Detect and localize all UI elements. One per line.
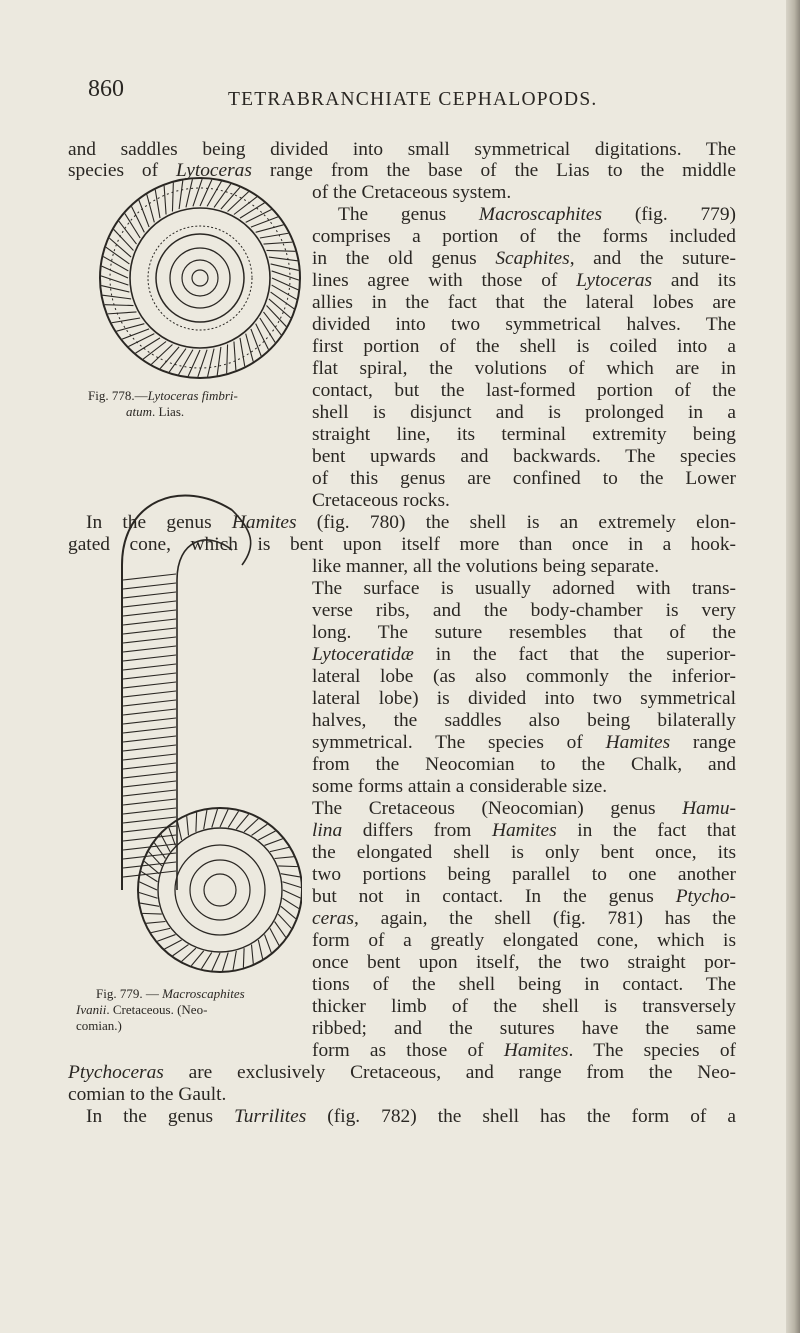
figure-778-lytoceras-illustration <box>88 170 308 385</box>
text-line: of this genus are confined to the Lower <box>312 468 736 489</box>
rib-line <box>123 682 176 688</box>
figure-779-caption-line-2: Ivanii. Cretaceous. (Neo- <box>76 1002 208 1017</box>
text-line: some forms attain a considerable size. <box>312 776 608 797</box>
rib-line <box>112 318 140 323</box>
rib-line <box>123 781 176 787</box>
rib-line <box>240 338 245 366</box>
rib-line <box>123 763 176 769</box>
rib-line <box>157 935 175 942</box>
rib-line <box>123 709 176 715</box>
rib-line <box>123 799 176 805</box>
rib-line <box>151 345 172 365</box>
text-line: once bent upon itself, the two straight por- <box>312 952 736 973</box>
rib-line <box>169 827 176 845</box>
rib-line <box>161 835 170 852</box>
text-line: thicker limb of the shell is transversely <box>312 996 736 1017</box>
rib-line <box>101 276 128 285</box>
text-line: Ptychoceras are exclusively Cretaceous, and range from the Neo- <box>68 1062 736 1083</box>
rib-line <box>123 727 176 733</box>
rib-line <box>139 200 149 227</box>
rib-line <box>123 718 176 724</box>
text-line: symmetrical. The species of Hamites range <box>312 732 736 753</box>
rib-line <box>251 329 261 356</box>
page-edge <box>786 0 800 1333</box>
rib-line <box>252 824 268 835</box>
text-line: Lytoceratidæ in the fact that the superior- <box>312 644 736 665</box>
rib-line <box>125 214 140 238</box>
rib-line <box>108 312 137 314</box>
text-line: Cretaceous rocks. <box>312 490 450 511</box>
running-title: TETRABRANCHIATE CEPHALOPODS. <box>228 89 598 110</box>
text-line: In the genus Turrilites (fig. 782) the shell has the form of a <box>86 1106 736 1127</box>
figure-779-caption-line-1: Fig. 779. — Macroscaphites <box>96 986 245 1001</box>
rib-line <box>278 866 297 867</box>
rib-line <box>267 306 287 327</box>
rib-line <box>123 691 176 697</box>
rib-line <box>281 906 296 918</box>
text-line: In the genus Hamites (fig. 780) the shell is an extremely elon- <box>86 512 736 533</box>
rib-line <box>123 646 176 652</box>
rib-line <box>119 221 137 244</box>
text-line: The genus Macroscaphites (fig. 779) <box>338 204 736 225</box>
text-line: form of a greatly elongated cone, which is <box>312 930 736 951</box>
rib-line <box>228 192 249 212</box>
rib-line <box>103 295 132 299</box>
rib-line <box>123 574 176 580</box>
rib-line <box>160 347 179 369</box>
rib-line <box>147 195 155 223</box>
rib-line <box>122 329 149 339</box>
rib-line <box>123 619 176 625</box>
rib-line <box>155 190 160 218</box>
rib-line <box>101 286 129 292</box>
rib-line <box>252 945 254 964</box>
rib-line <box>179 181 183 210</box>
text-line: straight line, its terminal extremity being <box>312 424 736 445</box>
text-line: the elongated shell is only bent once, its <box>312 842 736 863</box>
rib-line <box>270 847 289 851</box>
rib-line <box>143 341 166 359</box>
text-line: lateral lobe (as also commonly the inferior- <box>312 666 736 687</box>
rib-line <box>258 831 275 840</box>
text-line: The Cretaceous (Neocomian) genus Hamu- <box>312 798 736 819</box>
rib-line <box>220 809 228 827</box>
figure-778-caption-line-1: Fig. 778.—Lytoceras fimbri- <box>88 388 238 403</box>
rib-line <box>123 601 176 607</box>
rib-line <box>244 819 258 832</box>
rib-line <box>258 940 262 959</box>
text-line: lateral lobe) is divided into two symmetrical <box>312 688 736 709</box>
rib-line <box>227 345 228 374</box>
text-line: species of Lytoceras range from the base of the Lias to the middle <box>68 160 736 181</box>
rib-line <box>123 583 176 589</box>
rib-line <box>281 874 300 877</box>
text-line: from the Neocomian to the Chalk, and <box>312 754 736 775</box>
rib-line <box>123 736 176 742</box>
rib-line <box>186 179 192 207</box>
text-line: lines agree with those of Lytoceras and its <box>312 270 737 291</box>
rib-line <box>139 882 157 890</box>
rib-line <box>270 928 279 945</box>
rib-line <box>223 952 229 971</box>
rib-line <box>144 861 159 873</box>
text-line: comian to the Gault. <box>68 1084 227 1105</box>
rib-line <box>177 821 181 840</box>
rib-line <box>117 324 145 332</box>
rib-line <box>269 257 298 261</box>
rib-line <box>164 186 166 215</box>
text-line: contact, but the last-formed portion of the <box>312 380 736 401</box>
figure-778-caption-line-2: atum. Lias. <box>126 404 185 419</box>
rib-line <box>275 857 294 859</box>
rib-line <box>193 179 202 206</box>
rib-line <box>114 229 134 250</box>
rib-line <box>123 790 176 796</box>
rib-line <box>243 948 244 967</box>
rib-line <box>123 826 176 832</box>
text-line: lina differs from Hamites in the fact that <box>312 820 737 841</box>
rib-line <box>123 808 176 814</box>
text-line: The surface is usually adorned with trans- <box>312 578 736 599</box>
text-line: but not in contact. In the genus Ptycho- <box>312 886 736 907</box>
rib-line <box>271 264 299 270</box>
rib-line <box>272 271 299 280</box>
rib-line <box>212 953 220 971</box>
text-line: of the Cretaceous system. <box>312 182 512 203</box>
rib-line <box>282 882 301 888</box>
rib-line <box>256 225 284 233</box>
rib-line <box>196 812 197 831</box>
rib-line <box>269 299 291 318</box>
rib-line <box>212 809 218 828</box>
rib-line <box>123 754 176 760</box>
rib-line <box>149 852 162 866</box>
rib-line <box>140 903 159 906</box>
rib-line <box>221 187 240 209</box>
rib-line <box>123 835 176 841</box>
rib-line <box>123 673 176 679</box>
rib-line <box>275 922 286 938</box>
rib-line <box>169 349 186 372</box>
rib-line <box>228 811 238 827</box>
rib-line <box>123 700 176 706</box>
text-line: halves, the saddles also being bilaterally <box>312 710 736 731</box>
text-line: allies in the fact that the lateral lobes are <box>312 292 736 313</box>
rib-line <box>105 305 134 306</box>
text-line: shell is disjunct and is prolonged in a <box>312 402 736 423</box>
rib-line <box>173 945 189 956</box>
text-line: comprises a portion of the forms included <box>312 226 736 247</box>
rib-line <box>151 928 170 932</box>
rib-line <box>123 610 176 616</box>
rib-line <box>263 312 281 335</box>
text-line: divided into two symmetrical halves. The <box>312 314 736 335</box>
rib-line <box>233 951 236 970</box>
rib-line <box>123 655 176 661</box>
rib-line <box>172 183 173 212</box>
text-line: first portion of the shell is coiled into a <box>312 336 736 357</box>
rib-line <box>217 347 221 376</box>
rib-line <box>139 893 158 899</box>
figure-779-caption-line-3: comian.) <box>76 1018 122 1033</box>
page-number: 860 <box>88 76 124 102</box>
rib-line <box>204 810 207 829</box>
text-line: ribbed; and the sutures have the same <box>312 1018 736 1039</box>
rib-line <box>208 349 214 377</box>
rib-line <box>234 341 236 370</box>
text-line: in the old genus Scaphites, and the suture- <box>312 248 736 269</box>
rib-line <box>271 292 294 309</box>
rib-line <box>283 890 301 898</box>
text-line: gated cone, which is bent upon itself more than once in a hook- <box>68 534 736 555</box>
rib-line <box>106 247 129 264</box>
rib-line <box>123 817 176 823</box>
rib-line <box>191 951 203 966</box>
rib-line <box>123 745 176 751</box>
text-line: flat spiral, the volutions of which are in <box>312 358 736 379</box>
text-line: and saddles being divided into small symmetrical digitations. The <box>68 139 736 160</box>
rib-line <box>123 772 176 778</box>
rib-line <box>236 814 248 829</box>
rib-line <box>246 334 254 362</box>
text-line: like manner, all the volutions being separate. <box>312 556 660 577</box>
rib-line <box>260 233 288 238</box>
rib-line <box>267 250 296 251</box>
rib-line <box>265 935 272 953</box>
rib-line <box>240 203 264 218</box>
rib-line <box>165 940 182 949</box>
rib-line <box>146 922 165 924</box>
rib-line <box>263 242 292 244</box>
rib-line <box>282 898 298 908</box>
text-line: tions of the shell being in contact. The <box>312 974 736 995</box>
rib-line <box>187 816 189 835</box>
text-line: form as those of Hamites. The species of <box>312 1040 736 1061</box>
rib-line <box>265 839 283 846</box>
rib-line <box>123 628 176 634</box>
rib-line <box>182 948 196 961</box>
text-line: bent upwards and backwards. The species <box>312 446 736 467</box>
text-line: long. The suture resembles that of the <box>312 622 736 643</box>
rib-line <box>123 664 176 670</box>
rib-line <box>198 350 207 377</box>
rib-line <box>278 914 291 928</box>
rib-line <box>251 217 278 227</box>
rib-line <box>109 238 131 257</box>
rib-line <box>123 592 176 598</box>
text-line: two portions being parallel to one another <box>312 864 736 885</box>
rib-line <box>136 338 160 353</box>
rib-line <box>201 952 211 968</box>
text-line: verse ribs, and the body-chamber is very <box>312 600 736 621</box>
rib-line <box>123 637 176 643</box>
rib-line <box>142 913 161 914</box>
rib-line <box>214 184 231 207</box>
text-line: ceras, again, the shell (fig. 781) has the <box>312 908 736 929</box>
